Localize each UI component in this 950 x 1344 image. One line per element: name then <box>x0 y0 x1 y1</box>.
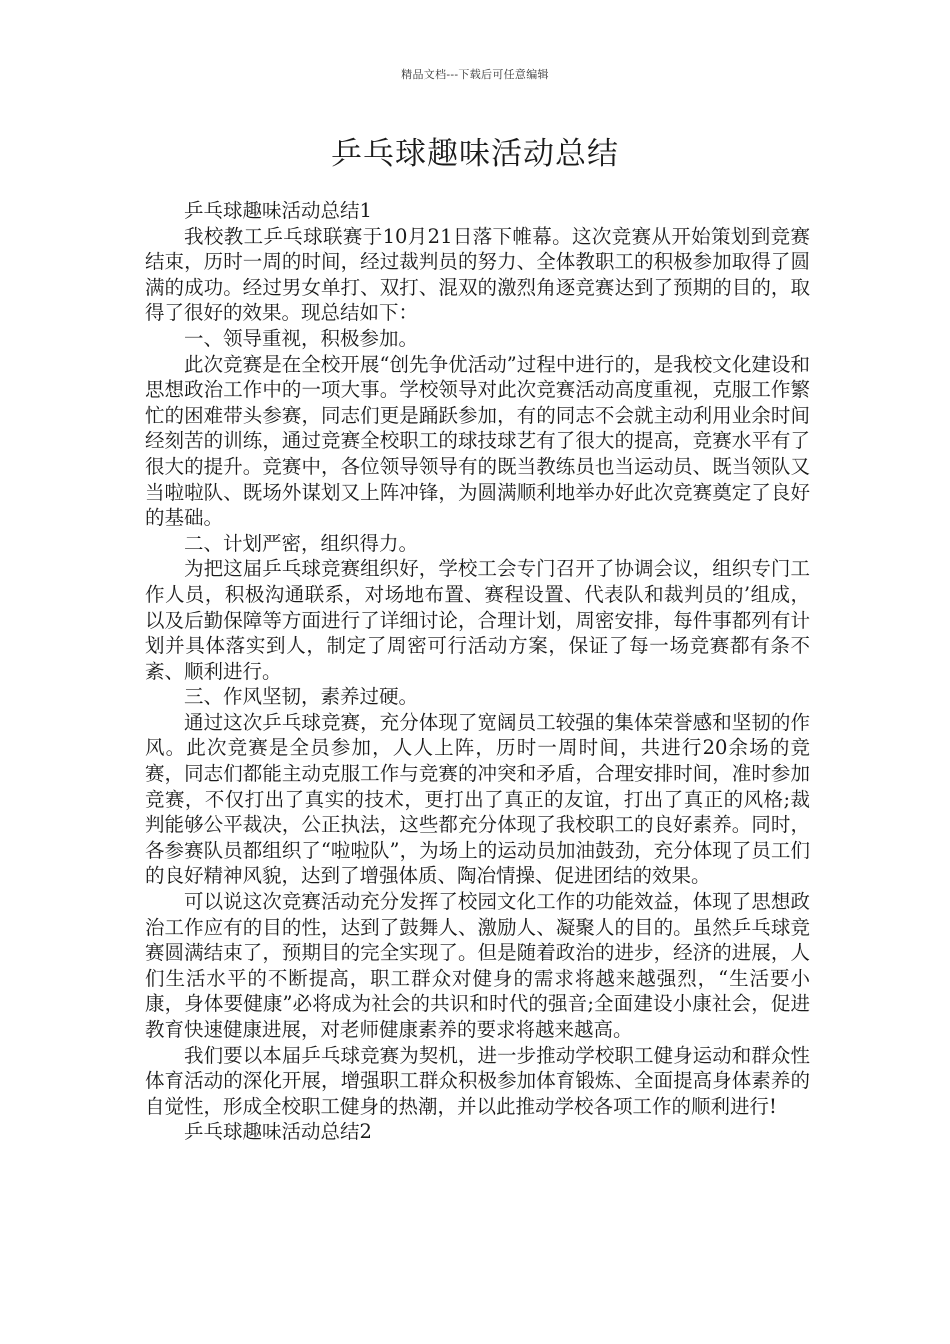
paragraph-section-2: 为把这届乒乓球竞赛组织好，学校工会专门召开了协调会议，组织专门工作人员，积极沟通联系，对场地布置、赛程设置、代表队和裁判员的’组成，以及后勤保障等方面进行了详细讨论，合理计划，周密安排，每件事都列有计划并具体落实到人，制定了周密可行活动方案，保证了每一场竞赛都有条不紊、顺利进行。 <box>145 557 810 683</box>
paragraph-subtitle-2: 乒乓球趣味活动总结2 <box>184 1120 372 1144</box>
section-heading-1: 一、领导重视，积极参加。 <box>184 326 419 350</box>
paragraph-subtitle-1: 乒乓球趣味活动总结1 <box>184 199 372 222</box>
paragraph-outlook: 我们要以本届乒乓球竞赛为契机，进一步推动学校职工健身运动和群众性体育活动的深化开展，增强职工群众积极参加体育锻炼、全面提高身体素养的自觉性，形成全校职工健身的热潮，并以此推动学校各项工作的顺利进行! <box>145 1043 810 1118</box>
paragraph-intro: 我校教工乒乓球联赛于10月21日落下帷幕。这次竞赛从开始策划到竞赛结束，历时一周的时间，经过裁判员的努力、全体教职工的积极参加取得了圆满的成功。经过男女单打、双打、混双的激烈角逐竞赛达到了预期的目的，取得了很好的效果。现总结如下： <box>145 224 810 325</box>
section-heading-2: 二、计划严密，组织得力。 <box>184 531 419 555</box>
header-note: 精品文档---下载后可任意编辑 <box>401 68 549 81</box>
paragraph-section-1: 此次竞赛是在全校开展“创先争优活动”过程中进行的，是我校文化建设和思想政治工作中的一项大事。学校领导对此次竞赛活动高度重视，克服工作繁忙的困难带头参赛，同志们更是踊跃参加，有的同志不会就主动利用业余时间经刻苦的训练，通过竞赛全校职工的球技球艺有了很大的提高，竞赛水平有了很大的提升。竞赛中，各位领导领导有的既当教练员也当运动员、既当领队又当啦啦队、既场外谋划又上阵冲锋，为圆满顺利地举办好此次竞赛奠定了良好的基础。 <box>145 352 810 530</box>
page-title: 乒乓球趣味活动总结 <box>331 136 619 172</box>
paragraph-section-3: 通过这次乒乓球竞赛，充分体现了宽阔员工较强的集体荣誉感和坚韧的作风。此次竞赛是全员参加，人人上阵，历时一周时间，共进行20余场的竞赛，同志们都能主动克服工作与竞赛的冲突和矛盾，合理安排时间，准时参加竞赛，不仅打出了真实的技术，更打出了真正的友谊，打出了真正的风格;裁判能够公平裁决，公正执法，这些都充分体现了我校职工的良好素养。同时，各参赛队员都组织了“啦啦队”，为场上的运动员加油鼓劲，充分体现了员工们的良好精神风貌，达到了增强体质、陶冶情操、促进团结的效果。 <box>145 710 810 888</box>
section-heading-3: 三、作风坚韧，素养过硬。 <box>184 685 419 709</box>
document-body <box>145 198 810 1145</box>
paragraph-conclusion: 可以说这次竞赛活动充分发挥了校园文化工作的功能效益，体现了思想政治工作应有的目的性，达到了鼓舞人、激励人、凝聚人的目的。虽然乒乓球竞赛圆满结束了，预期目的完全实现了。但是随着政治的进步，经济的进展，人们生活水平的不断提高，职工群众对健身的需求将越来越强烈，“生活要小康，身体要健康”必将成为社会的共识和时代的强音;全面建设小康社会，促进教育快速健康进展，对老师健康素养的要求将越来越高。 <box>145 890 810 1041</box>
